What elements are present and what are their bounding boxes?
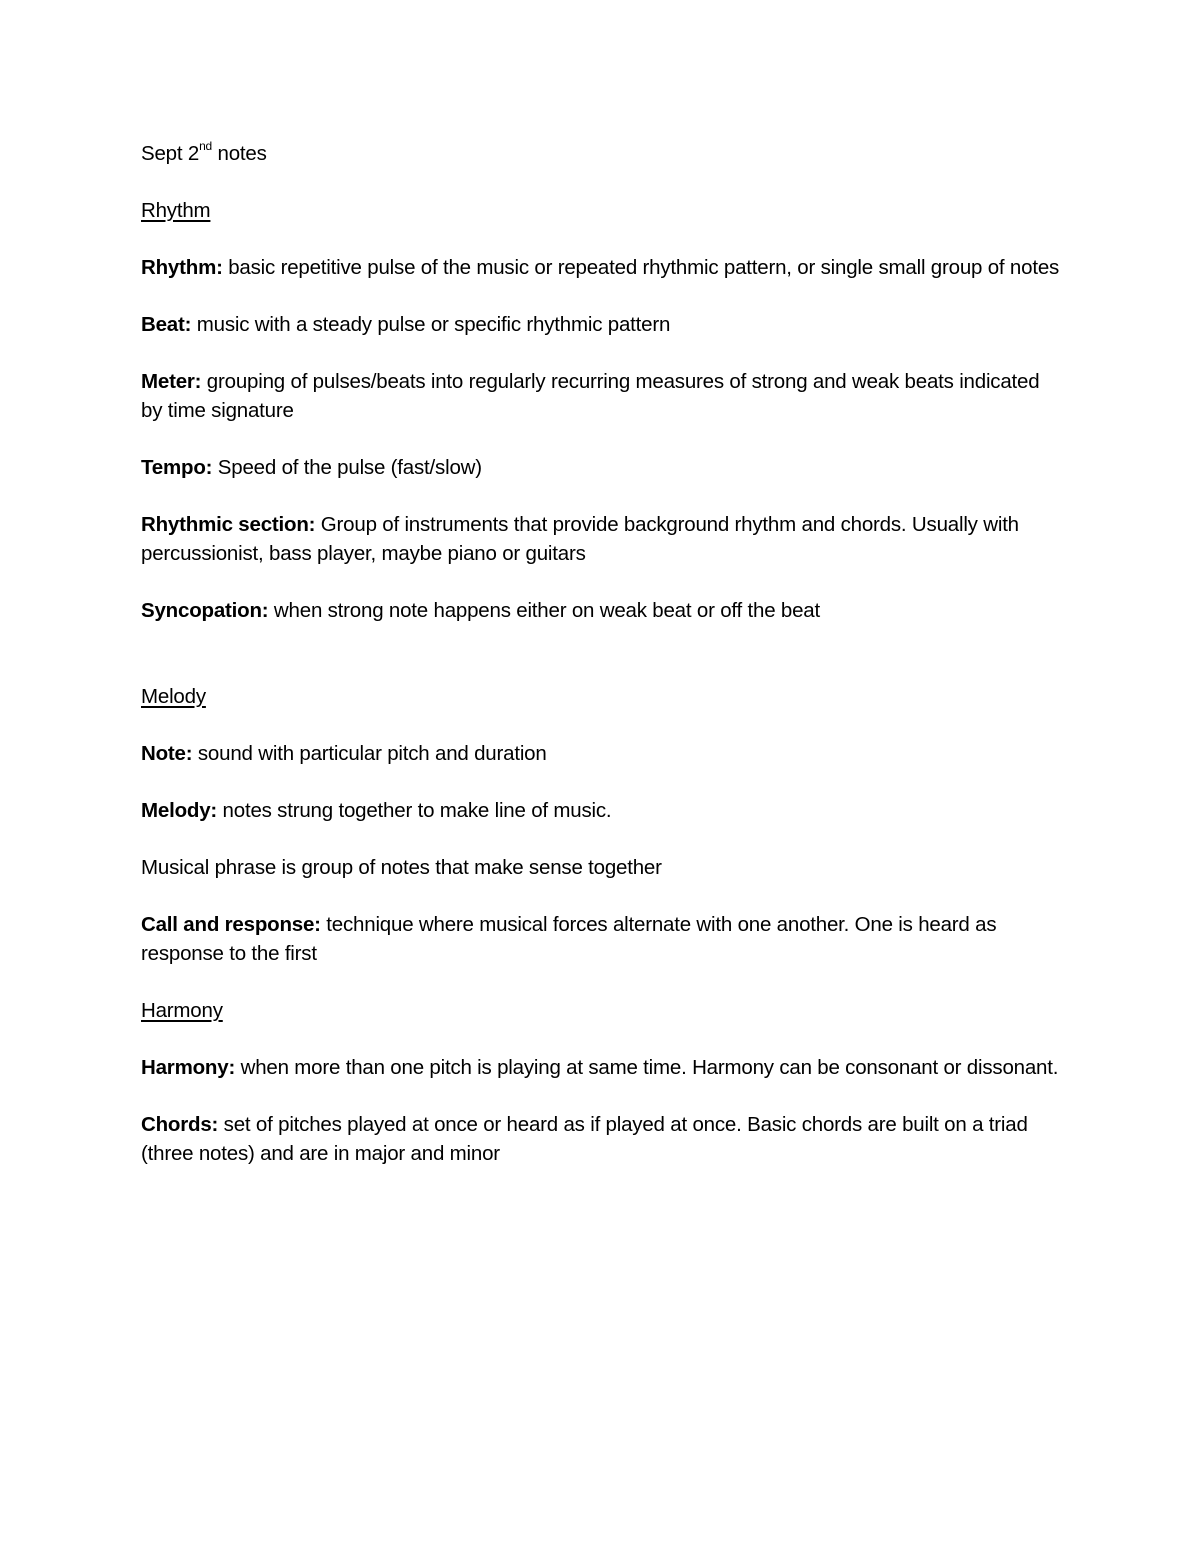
definition-text: when strong note happens either on weak beat or off the beat — [268, 599, 821, 622]
section-heading-melody: Melody — [141, 685, 206, 708]
definition-meter — [141, 367, 1061, 425]
definition-text: basic repetitive pulse of the music or repeated rhythmic pattern, or single small group of notes — [222, 256, 1060, 279]
term: Syncopation: — [141, 599, 269, 622]
definition-call-and-response — [141, 910, 1061, 968]
term: Meter: — [141, 370, 202, 393]
page-title — [141, 139, 1061, 168]
definition-text: Speed of the pulse (fast/slow) — [212, 456, 482, 479]
term: Rhythm: — [141, 256, 223, 279]
definition-rhythmic-section — [141, 510, 1061, 568]
title-superscript: nd — [199, 139, 213, 154]
definition-harmony — [141, 1053, 1061, 1082]
definition-text: Group of instruments that provide background rhythm and chords. Usually with percussionist, bass player, maybe piano or guitars — [141, 513, 1019, 565]
term: Note: — [141, 742, 193, 765]
definition-beat — [141, 310, 1061, 339]
term: Beat: — [141, 313, 192, 336]
definition-text: grouping of pulses/beats into regularly recurring measures of strong and weak beats indicated by time signature — [141, 370, 1040, 422]
definition-text: notes strung together to make line of music. — [217, 799, 612, 822]
term: Tempo: — [141, 456, 213, 479]
definition-note — [141, 739, 1061, 768]
term: Call and response: — [141, 913, 321, 936]
definition-rhythm — [141, 253, 1061, 282]
definition-text: set of pitches played at once or heard as if played at once. Basic chords are built on a triad (three notes) and are in major and minor — [141, 1113, 1028, 1165]
note-musical-phrase: Musical phrase is group of notes that make sense together — [141, 856, 662, 879]
document-body — [141, 139, 1061, 1196]
definition-tempo — [141, 453, 1061, 482]
term: Melody: — [141, 799, 218, 822]
definition-text: technique where musical forces alternate with one another. One is heard as response to the first — [141, 913, 997, 965]
term: Rhythmic section: — [141, 513, 316, 536]
section-heading-rhythm: Rhythm — [141, 199, 211, 222]
section-heading-harmony: Harmony — [141, 999, 223, 1022]
definition-chords — [141, 1110, 1061, 1168]
title-prefix: Sept 2 — [141, 142, 200, 165]
term: Harmony: — [141, 1056, 236, 1079]
definition-syncopation — [141, 596, 1061, 625]
definition-text: sound with particular pitch and duration — [192, 742, 547, 765]
definition-melody — [141, 796, 1061, 825]
title-suffix: notes — [212, 142, 267, 165]
definition-text: music with a steady pulse or specific rhythmic pattern — [191, 313, 671, 336]
definition-text: when more than one pitch is playing at same time. Harmony can be consonant or dissonant. — [235, 1056, 1059, 1079]
term: Chords: — [141, 1113, 219, 1136]
